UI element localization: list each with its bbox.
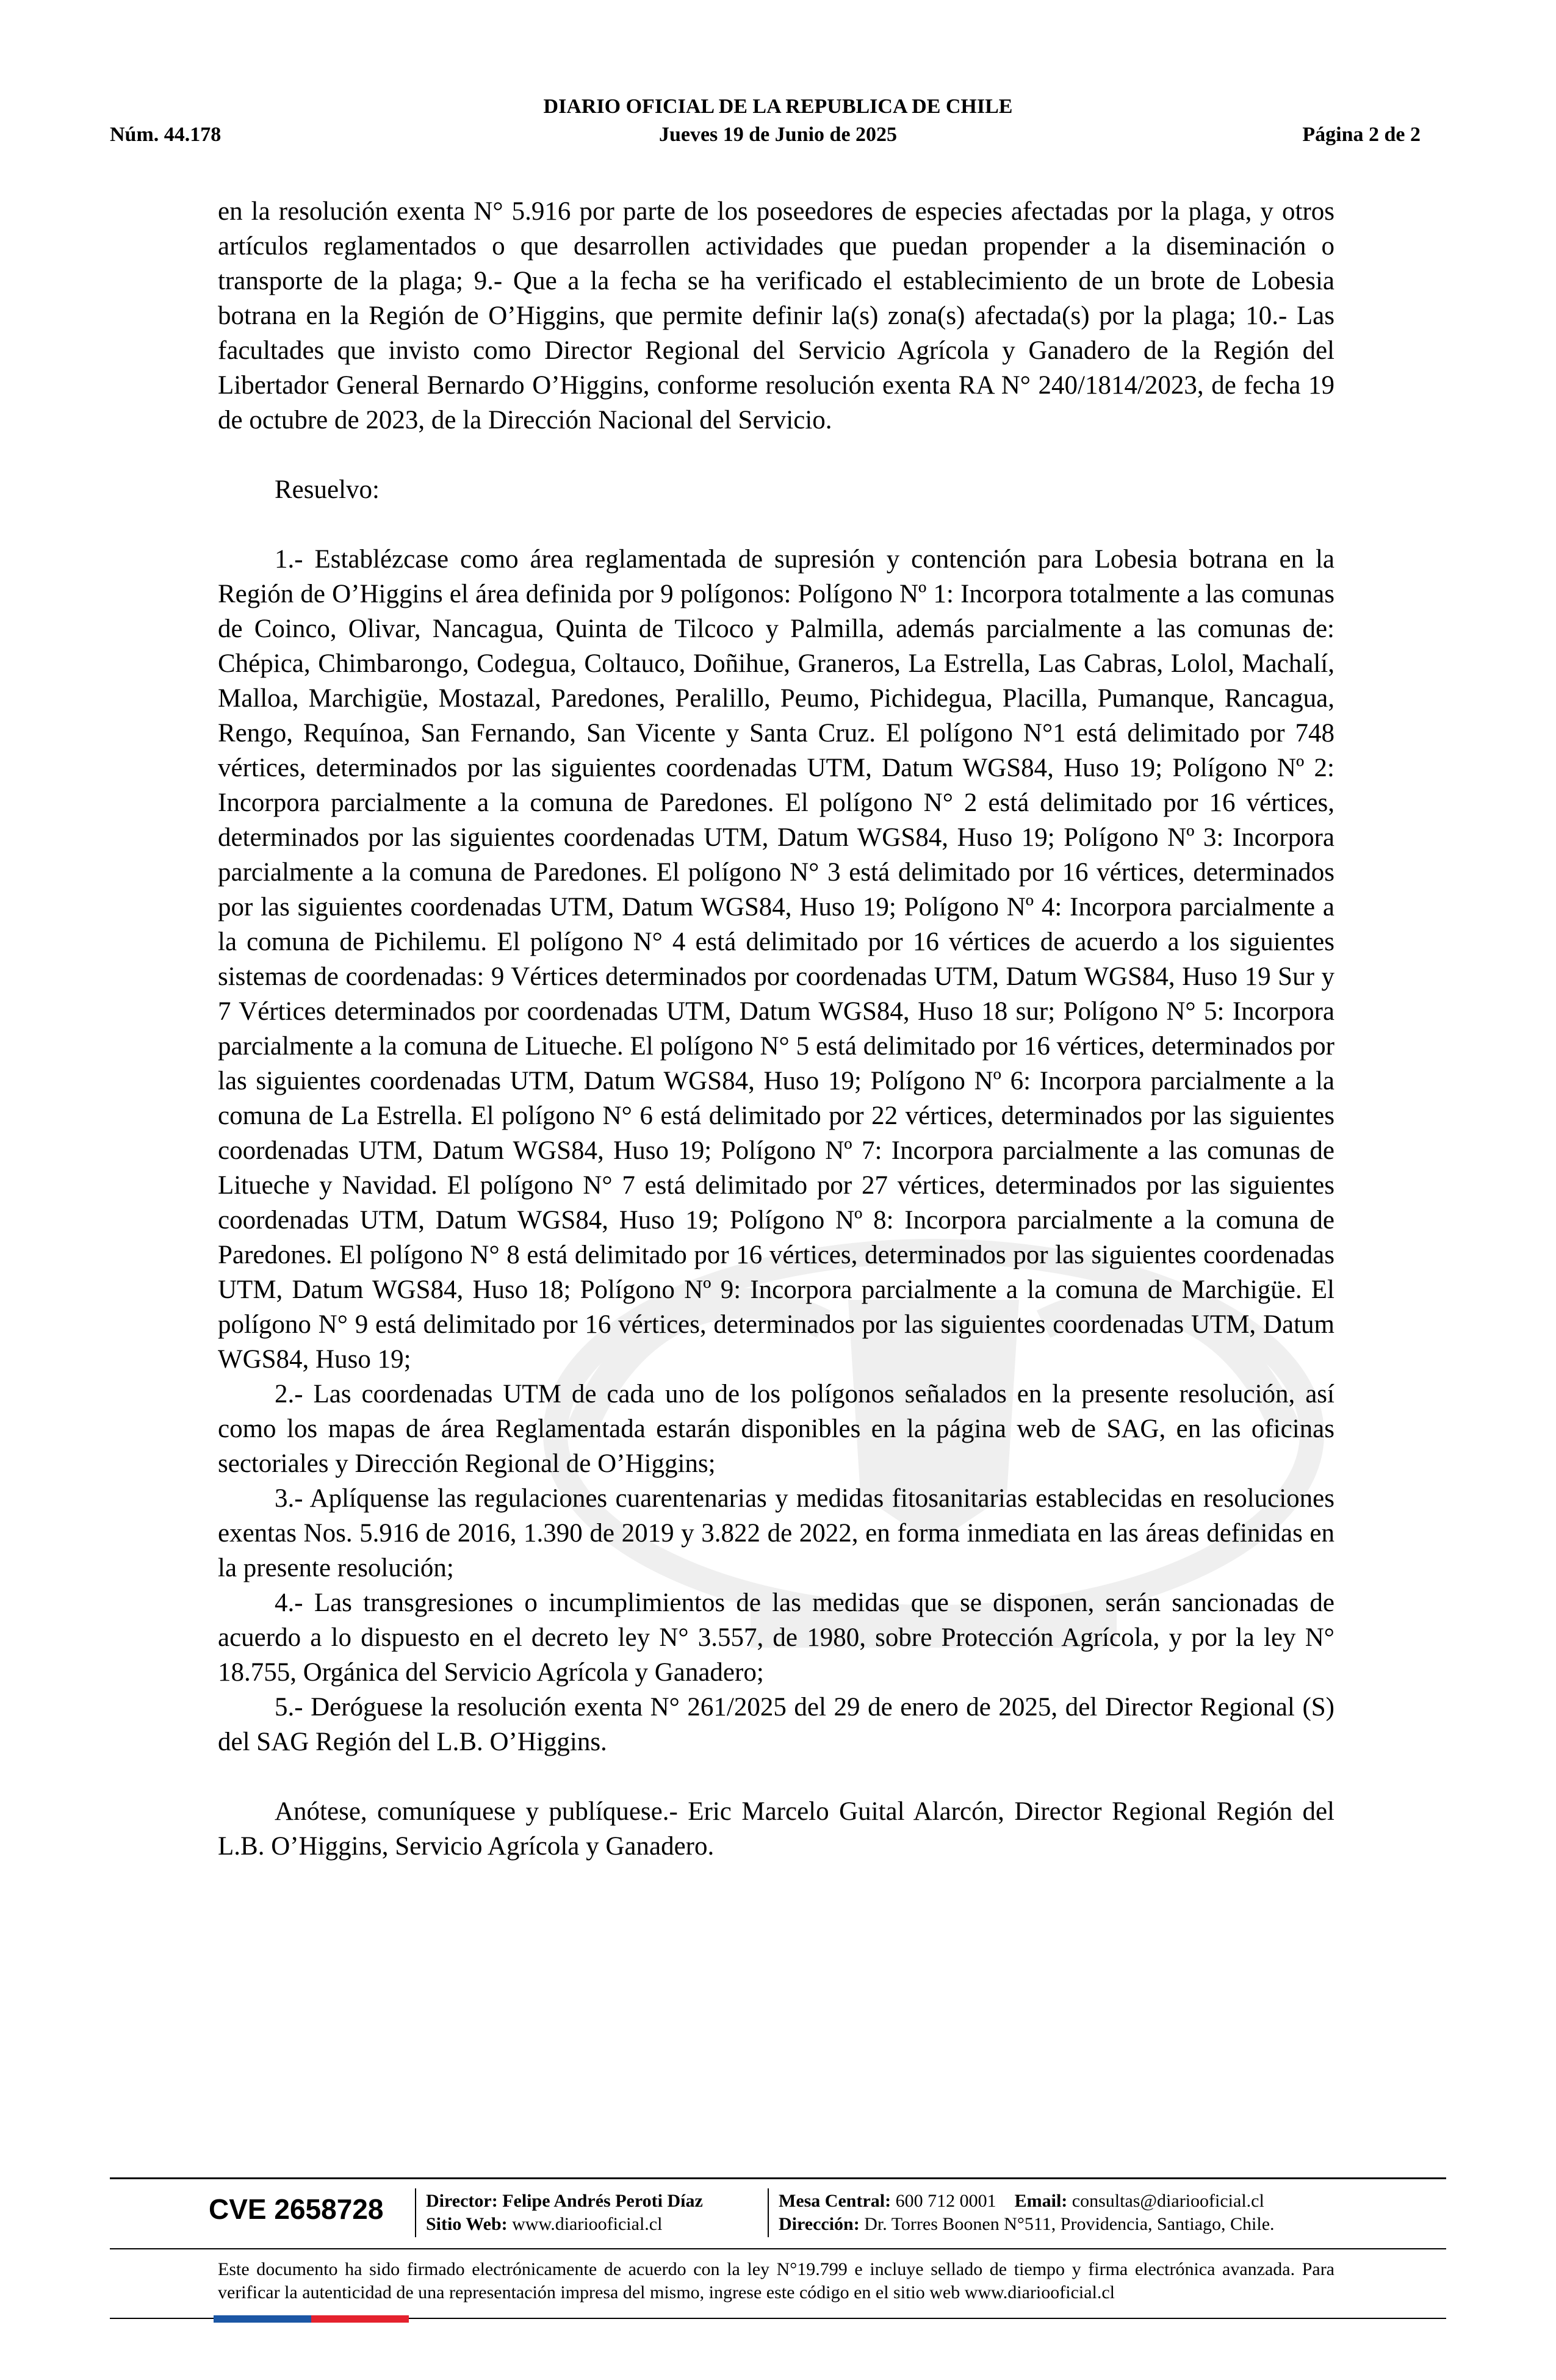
page-header [366,93,1190,149]
article-4: 4.- Las transgresiones o incumplimientos de las medidas que se disponen, serán sancionadas de acuerdo a lo dispuesto en el decreto ley N° 3.557, de 1980, sobre Protección Agrícola, y por la ley N° 18.755, Orgánica del Servicio Agrícola y Ganadero; [218,1588,1334,1687]
article-2: 2.- Las coordenadas UTM de cada uno de los polígonos señalados en la presente resolución, así como los mapas de área Reglamentada estarán disponibles en la página web de SAG, en las oficinas sectoriales y Dirección Regional de O’Higgins; [218,1380,1334,1478]
footer-divider-middle [110,2248,1446,2249]
page-indicator: Página 2 de 2 [1302,123,1421,146]
electronic-signature-note: Este documento ha sido firmado electrónicamente de acuerdo con la ley N°19.799 e incluye sellado de tiempo y firma electrónica avanzada. Para verificar la autenticidad de una representación impresa del mismo, ingrese este código en el sitio web www.diariooficial.cl [218,2259,1334,2302]
issue-date: Jueves 19 de Junio de 2025 [658,123,898,146]
issue-number: Núm. 44.178 [110,123,222,146]
footer-director-block [426,2190,703,2236]
article-1: 1.- Establézcase como área reglamentada de supresión y contención para Lobesia botrana en la Región de O’Higgins el área definida por 9 polígonos: Polígono Nº 1: Incorpora totalmente a las comunas de Coinco, Olivar, Nancagua, Quinta de Tilcoco y Palmilla, además parcialmente a las comunas de: Chépica, Chimbarongo, Codegua, Coltauco, Doñihue, Graneros, La Estrella, Las Cabras, Lolol, Machalí, Malloa, Marchigüe, Mostazal, Paredones, Peralillo, Peumo, Pichidegua, Placilla, Pumanque, Rancagua, Rengo, Requínoa, San Fernando, San Vicente y Santa Cruz. El polígono N°1 está delimitado por 748 vértices, determinados por las siguientes coordenadas UTM, Datum WGS84, Huso 19; Polígono Nº 2: Incorpora parcialmente a la comuna de Paredones. El polígono N° 2 está delimitado por 16 vértices, determinados por las siguientes coordenadas UTM, Datum WGS84, Huso 19; Polígono Nº 3: Incorpora parcialmente a la comuna de Paredones. El polígono N° 3 está delimitado por 16 vértices, determinados por las siguientes coordenadas UTM, Datum WGS84, Huso 19; Polígono Nº 4: Incorpora parcialmente a la comuna de Pichilemu. El polígono N° 4 está delimitado por 16 vértices de acuerdo a los siguientes sistemas de coordenadas: 9 Vértices determinados por coordenadas UTM, Datum WGS84, Huso 19 Sur y 7 Vértices determinados por coordenadas UTM, Datum WGS84, Huso 18 sur; Polígono N° 5: Incorpora parcialmente a la comuna de Litueche. El polígono N° 5 está delimitado por 16 vértices, determinados por las siguientes coordenadas UTM, Datum WGS84, Huso 19; Polígono Nº 6: Incorpora parcialmente a la comuna de La Estrella. El polígono N° 6 está delimitado por 22 vértices, determinados por las siguientes coordenadas UTM, Datum WGS84, Huso 19; Polígono Nº 7: Incorpora parcialmente a las comunas de Litueche y Navidad. El polígono N° 7 está delimitado por 27 vértices, determinados por las siguientes coordenadas UTM, Datum WGS84, Huso 19; Polígono Nº 8: Incorpora parcialmente a la comuna de Paredones. El polígono N° 8 está delimitado por 16 vértices, determinados por las siguientes coordenadas UTM, Datum WGS84, Huso 18; Polígono Nº 9: Incorpora parcialmente a la comuna de Marchigüe. El polígono N° 9 está delimitado por 16 vértices, determinados por las siguientes coordenadas UTM, Datum WGS84, Huso 19; [218,545,1334,1374]
closing-signature: Anótese, comuníquese y publíquese.- Eric Marcelo Guital Alarcón, Director Regional Región del L.B. O’Higgins, Servicio Agrícola y Ganadero. [218,1797,1334,1861]
chile-flag-stripe [214,2315,409,2323]
article-5: 5.- Deróguese la resolución exenta N° 261/2025 del 29 de enero de 2025, del Director Regional (S) del SAG Región del L.B. O’Higgins. [218,1693,1334,1756]
resolution-body [218,194,1334,1864]
resuelvo-heading: Resuelvo: [275,475,380,504]
flag-blue-segment [214,2315,311,2323]
footer-separator [415,2188,416,2237]
flag-red-segment [311,2315,409,2323]
mesa-central-label: Mesa Central: [779,2191,891,2211]
mesa-central-phone: 600 712 0001 [895,2191,996,2211]
website-link[interactable]: www.diariooficial.cl [512,2214,663,2234]
email-label: Email: [1014,2191,1068,2211]
footer-separator [768,2188,769,2237]
director-name: Felipe Andrés Peroti Díaz [502,2191,703,2211]
director-label: Director: [426,2191,498,2211]
paragraph-considerations: en la resolución exenta N° 5.916 por parte de los poseedores de especies afectadas por la plaga, y otros artículos reglamentados o que desarrollen actividades que puedan propender a la diseminación o transporte de la plaga; 9.- Que a la fecha se ha verificado el establecimiento de un brote de Lobesia botrana en la Región de O’Higgins, que permite definir la(s) zona(s) afectada(s) por la plaga; 10.- Las facultades que invisto como Director Regional del Servicio Agrícola y Ganadero de la Región del Libertador General Bernardo O’Higgins, conforme resolución exenta RA N° 240/1814/2023, de fecha 19 de octubre de 2023, de la Dirección Nacional del Servicio. [218,197,1334,435]
article-3: 3.- Aplíquense las regulaciones cuarentenarias y medidas fitosanitarias establecidas en resoluciones exentas Nos. 5.916 de 2016, 1.390 de 2019 y 3.822 de 2022, en forma inmediata en las áreas definidas en la presente resolución; [218,1484,1334,1582]
email-link[interactable]: consultas@diariooficial.cl [1072,2191,1264,2211]
address-value: Dr. Torres Boonen N°511, Providencia, Santiago, Chile. [864,2214,1275,2234]
cve-code: CVE 2658728 [209,2193,384,2225]
footer-divider-top [110,2177,1446,2179]
website-label: Sitio Web: [426,2214,508,2234]
footer-contact-block [779,2190,1275,2236]
newspaper-title: DIARIO OFICIAL DE LA REPUBLICA DE CHILE [543,95,1013,118]
address-label: Dirección: [779,2214,860,2234]
